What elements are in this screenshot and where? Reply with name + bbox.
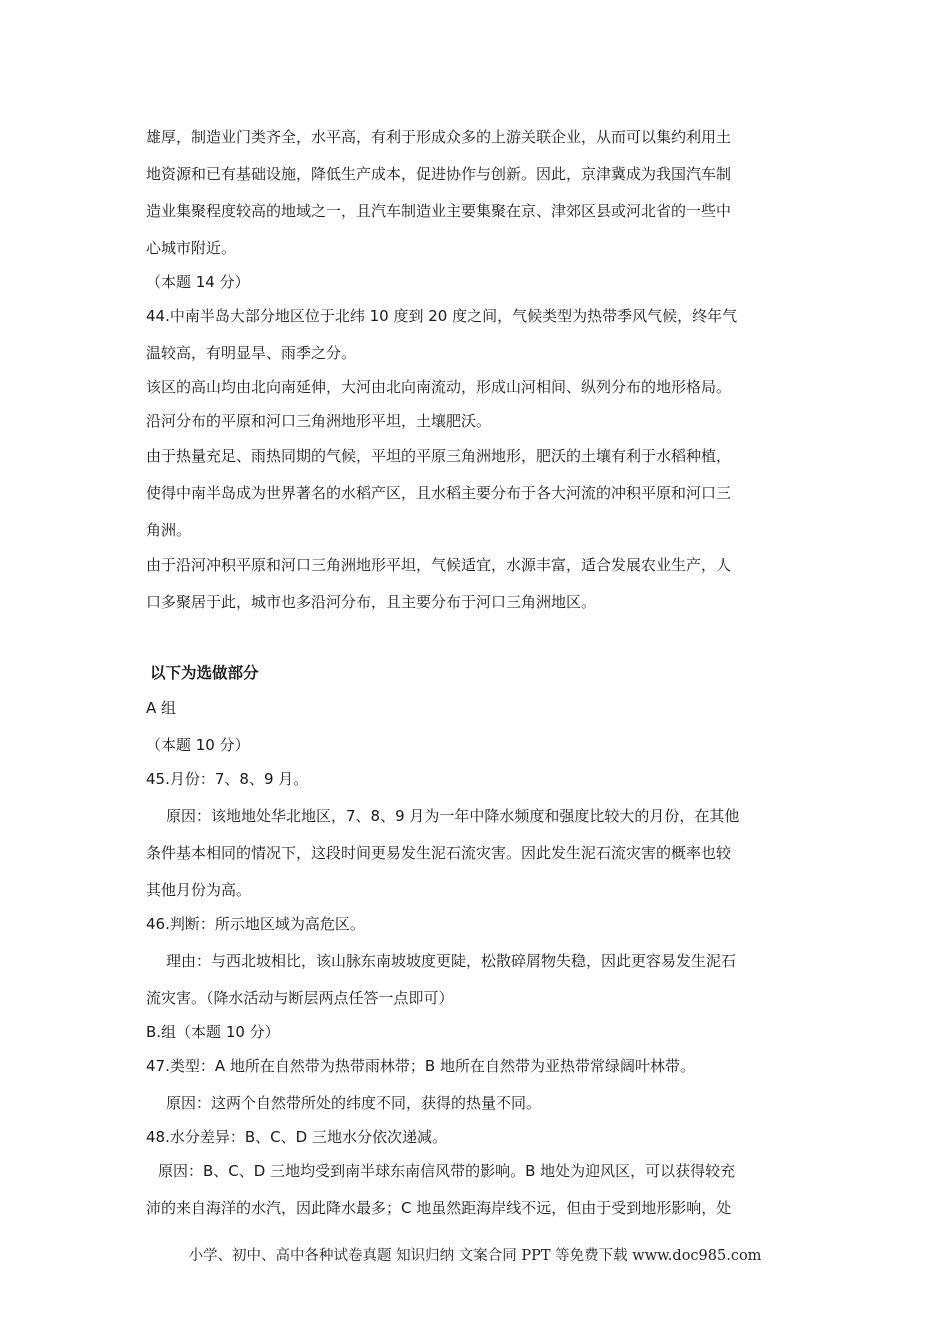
text-line: 45.月份：7、8、9 月。 bbox=[146, 770, 309, 788]
text-line: （本题 10 分） bbox=[146, 736, 250, 754]
text-line: 沿河分布的平原和河口三角洲地形平坦，土壤肥沃。 bbox=[146, 412, 492, 430]
text-line: 由于热量充足、雨热同期的气候，平坦的平原三角洲地形，肥沃的土壤有利于水稻种植， bbox=[146, 447, 732, 465]
text-line: 理由：与西北坡相比，该山脉东南坡坡度更陡，松散碎屑物失稳，因此更容易发生泥石 bbox=[166, 952, 737, 970]
section-heading: 以下为选做部分 bbox=[150, 664, 259, 682]
text-line: 44.中南半岛大部分地区位于北纬 10 度到 20 度之间，气候类型为热带季风气候，终年气 bbox=[146, 307, 738, 325]
text-line: 46.判断：所示地区域为高危区。 bbox=[146, 915, 365, 933]
text-line: 原因：该地地处华北地区，7、8、9 月为一年中降水频度和强度比较大的月份，在其他 bbox=[166, 807, 740, 825]
text-line: 该区的高山均由北向南延伸，大河由北向南流动，形成山河相间、纵列分布的地形格局。 bbox=[146, 378, 732, 396]
text-line: 地资源和已有基础设施，降低生产成本，促进协作与创新。因此，京津冀成为我国汽车制 bbox=[146, 165, 732, 183]
text-line: 由于沿河冲积平原和河口三角洲地形平坦，气候适宜，水源丰富，适合发展农业生产，人 bbox=[146, 556, 732, 574]
text-line: 使得中南半岛成为世界著名的水稻产区，且水稻主要分布于各大河流的冲积平原和河口三 bbox=[146, 484, 732, 502]
text-line: 其他月份为高。 bbox=[146, 881, 252, 899]
page-footer: 小学、初中、高中各种试卷真题 知识归纳 文案合同 PPT 等免费下载 www.doc985.com bbox=[188, 1248, 762, 1264]
text-line: 48.水分差异：B、C、D 三地水分依次递减。 bbox=[146, 1128, 447, 1146]
text-line: 沛的来自海洋的水汽，因此降水最多；C 地虽然距海岸线不远，但由于受到地形影响，处 bbox=[146, 1199, 732, 1217]
text-line: （本题 14 分） bbox=[146, 273, 250, 291]
text-line: 条件基本相同的情况下，这段时间更易发生泥石流灾害。因此发生泥石流灾害的概率也较 bbox=[146, 844, 732, 862]
text-line: A 组 bbox=[146, 699, 177, 717]
text-line: 造业集聚程度较高的地域之一，且汽车制造业主要集聚在京、津郊区县或河北省的一些中 bbox=[146, 202, 732, 220]
text-line: 原因：B、C、D 三地均受到南半球东南信风带的影响。B 地处为迎风区，可以获得较充 bbox=[158, 1162, 736, 1180]
text-line: 流灾害。（降水活动与断层两点任答一点即可） bbox=[146, 989, 454, 1007]
text-line: 心城市附近。 bbox=[146, 239, 237, 257]
text-line: 口多聚居于此，城市也多沿河分布，且主要分布于河口三角洲地区。 bbox=[146, 593, 597, 611]
text-line: 温较高，有明显旱、雨季之分。 bbox=[146, 344, 357, 362]
text-line: B.组（本题 10 分） bbox=[146, 1023, 280, 1041]
text-line: 角洲。 bbox=[146, 521, 192, 539]
text-line: 47.类型：A 地所在自然带为热带雨林带；B 地所在自然带为亚热带常绿阔叶林带。 bbox=[146, 1057, 695, 1075]
text-line: 雄厚，制造业门类齐全，水平高，有利于形成众多的上游关联企业，从而可以集约利用土 bbox=[146, 128, 732, 146]
text-line: 原因：这两个自然带所处的纬度不同，获得的热量不同。 bbox=[166, 1094, 542, 1112]
